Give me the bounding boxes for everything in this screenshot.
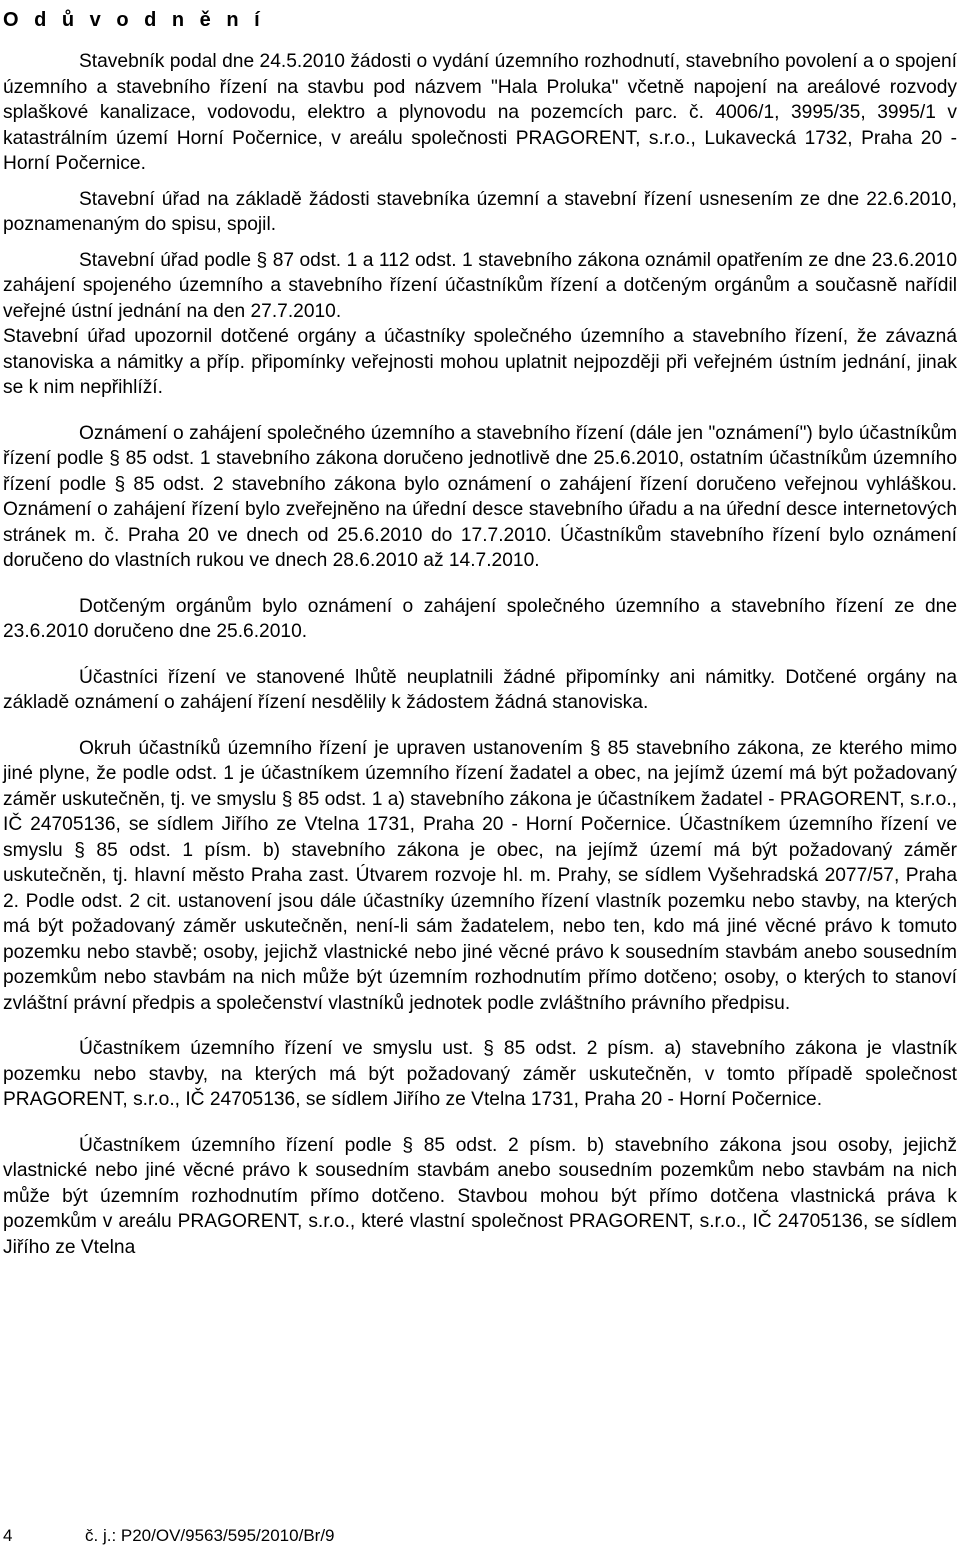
paragraph-participant-b: Účastníkem územního řízení podle § 85 odst. 2 písm. b) stavebního zákona jsou osoby, jejichž vlastnické nebo jiné věcné právo k sousedním stavbám anebo sousedním pozemkům nebo stavbám na nich může být územním rozhodnutím přímo dotčeno. Stavbou mohou být přímo dotčena vlastnická práva k pozemkům v areálu PRAGORENT, s.r.o., které vlastní společnost PRAGORENT, s.r.o., IČ 24705136, se sídlem Jiřího ze Vtelna — [3, 1134, 957, 1258]
paragraph-merging: Stavební úřad na základě žádosti stavebníka územní a stavební řízení usnesením ze dne 22.6.2010, poznamenaným do spisu, spojil. — [3, 188, 957, 235]
page-number: 4 — [3, 1526, 13, 1545]
paragraph-no-objections: Účastníci řízení ve stanovené lhůtě neuplatnili žádné připomínky ani námitky. Dotčené orgány na základě oznámení o zahájení řízení nesdělily k žádostem žádná stanoviska. — [3, 666, 957, 713]
paragraph-participant-a: Účastníkem územního řízení ve smyslu ust. § 85 odst. 2 písm. a) stavebního zákona je vlastník pozemku nebo stavby, na kterých má být požadovaný záměr uskutečněn, v tomto případě společnost PRAGORENT, s.r.o., IČ 24705136, se sídlem Jiřího ze Vtelna 1731, Praha 20 - Horní Počernice. — [3, 1038, 957, 1110]
page-footer — [3, 1526, 335, 1546]
paragraph-delivery: Oznámení o zahájení společného územního a stavebního řízení (dále jen "oznámení") bylo účastníkům řízení podle § 85 odst. 1 stavebního zákona doručeno jednotlivě dne 25.6.2010, ostatním účastníkům územního řízení podle § 85 odst. 2 stavebního zákona bylo oznámení o zahájení řízení doručeno veřejnou vyhláškou. Oznámení o zahájení řízení bylo zveřejněno na úřední desce stavebního úřadu a na úřední desce internetových stránek m. č. Praha 20 ve dnech od 25.6.2010 do 17.7.2010. Účastníkům stavebního řízení bylo oznámení doručeno do vlastních rukou ve dnech 28.6.2010 až 14.7.2010. — [3, 422, 957, 571]
paragraph-warning: Stavební úřad upozornil dotčené orgány a účastníky společného územního a stavebního řízení, že závazná stanoviska a námitky a příp. připomínky veřejnosti mohou uplatnit nejpozději při veřejném ústním jednání, jinak se k nim nepřihlíží. — [3, 326, 957, 398]
paragraph-application: Stavebník podal dne 24.5.2010 žádosti o vydání územního rozhodnutí, stavebního povolení a o spojení územního a stavebního řízení na stavbu pod názvem "Hala Proluka" včetně napojení na areálové rozvody splaškové kanalizace, vodovodu, elektro a plynovodu na pozemcích parc. č. 4006/1, 3995/35, 3995/1 v katastrálním území Horní Počernice, v areálu společnosti PRAGORENT, s.r.o., Lukavecká 1732, Praha 20 - Horní Počernice. — [3, 51, 957, 174]
reference-number: č. j.: P20/OV/9563/595/2010/Br/9 — [85, 1526, 335, 1545]
paragraph-notification: Stavební úřad podle § 87 odst. 1 a 112 odst. 1 stavebního zákona oznámil opatřením ze dne 23.6.2010 zahájení spojeného územního a stavebního řízení účastníkům řízení a dotčeným orgánům a současně nařídil veřejné ústní jednání na den 27.7.2010. — [3, 249, 957, 322]
document-page — [3, 0, 957, 1260]
paragraph-authorities: Dotčeným orgánům bylo oznámení o zahájení společného územního a stavebního řízení ze dne 23.6.2010 doručeno dne 25.6.2010. — [3, 595, 957, 642]
section-heading: O d ů v o d n ě n í — [3, 9, 265, 31]
paragraph-participants-scope: Okruh účastníků územního řízení je upraven ustanovením § 85 stavebního zákona, ze kterého mimo jiné plyne, že podle odst. 1 je účastníkem územního řízení žadatel a obec, na jejímž území má být požadovaný záměr uskutečněn, tj. ve smyslu § 85 odst. 1 a) stavebního zákona je účastníkem žadatel - PRAGORENT, s.r.o., IČ 24705136, se sídlem Jiřího ze Vtelna 1731, Praha 20 - Horní Počernice. Účastníkem územního řízení ve smyslu § 85 odst. 1 písm. b) stavebního zákona je obec, na jejímž území má být požadovaný záměr uskutečněn, tj. hlavní město Praha zast. Útvarem rozvoje hl. m. Prahy, se sídlem Vyšehradská 2077/57, Praha 2. Podle odst. 2 cit. ustanovení jsou dále účastníky územního řízení vlastník pozemku nebo stavby, na kterých má být požadovaný záměr uskutečněn, není-li sám žadatelem, nebo ten, kdo má jiné věcné právo k tomuto pozemku nebo stavbě; osoby, jejichž vlastnické nebo jiné věcné právo k sousedním stavbám anebo sousedním pozemkům nebo stavbám na nich může být územním rozhodnutím přímo dotčeno; osoby, o kterých to stanoví zvláštní právní předpis a společenství vlastníků jednotek podle zvláštního právního předpisu. — [3, 737, 957, 1014]
